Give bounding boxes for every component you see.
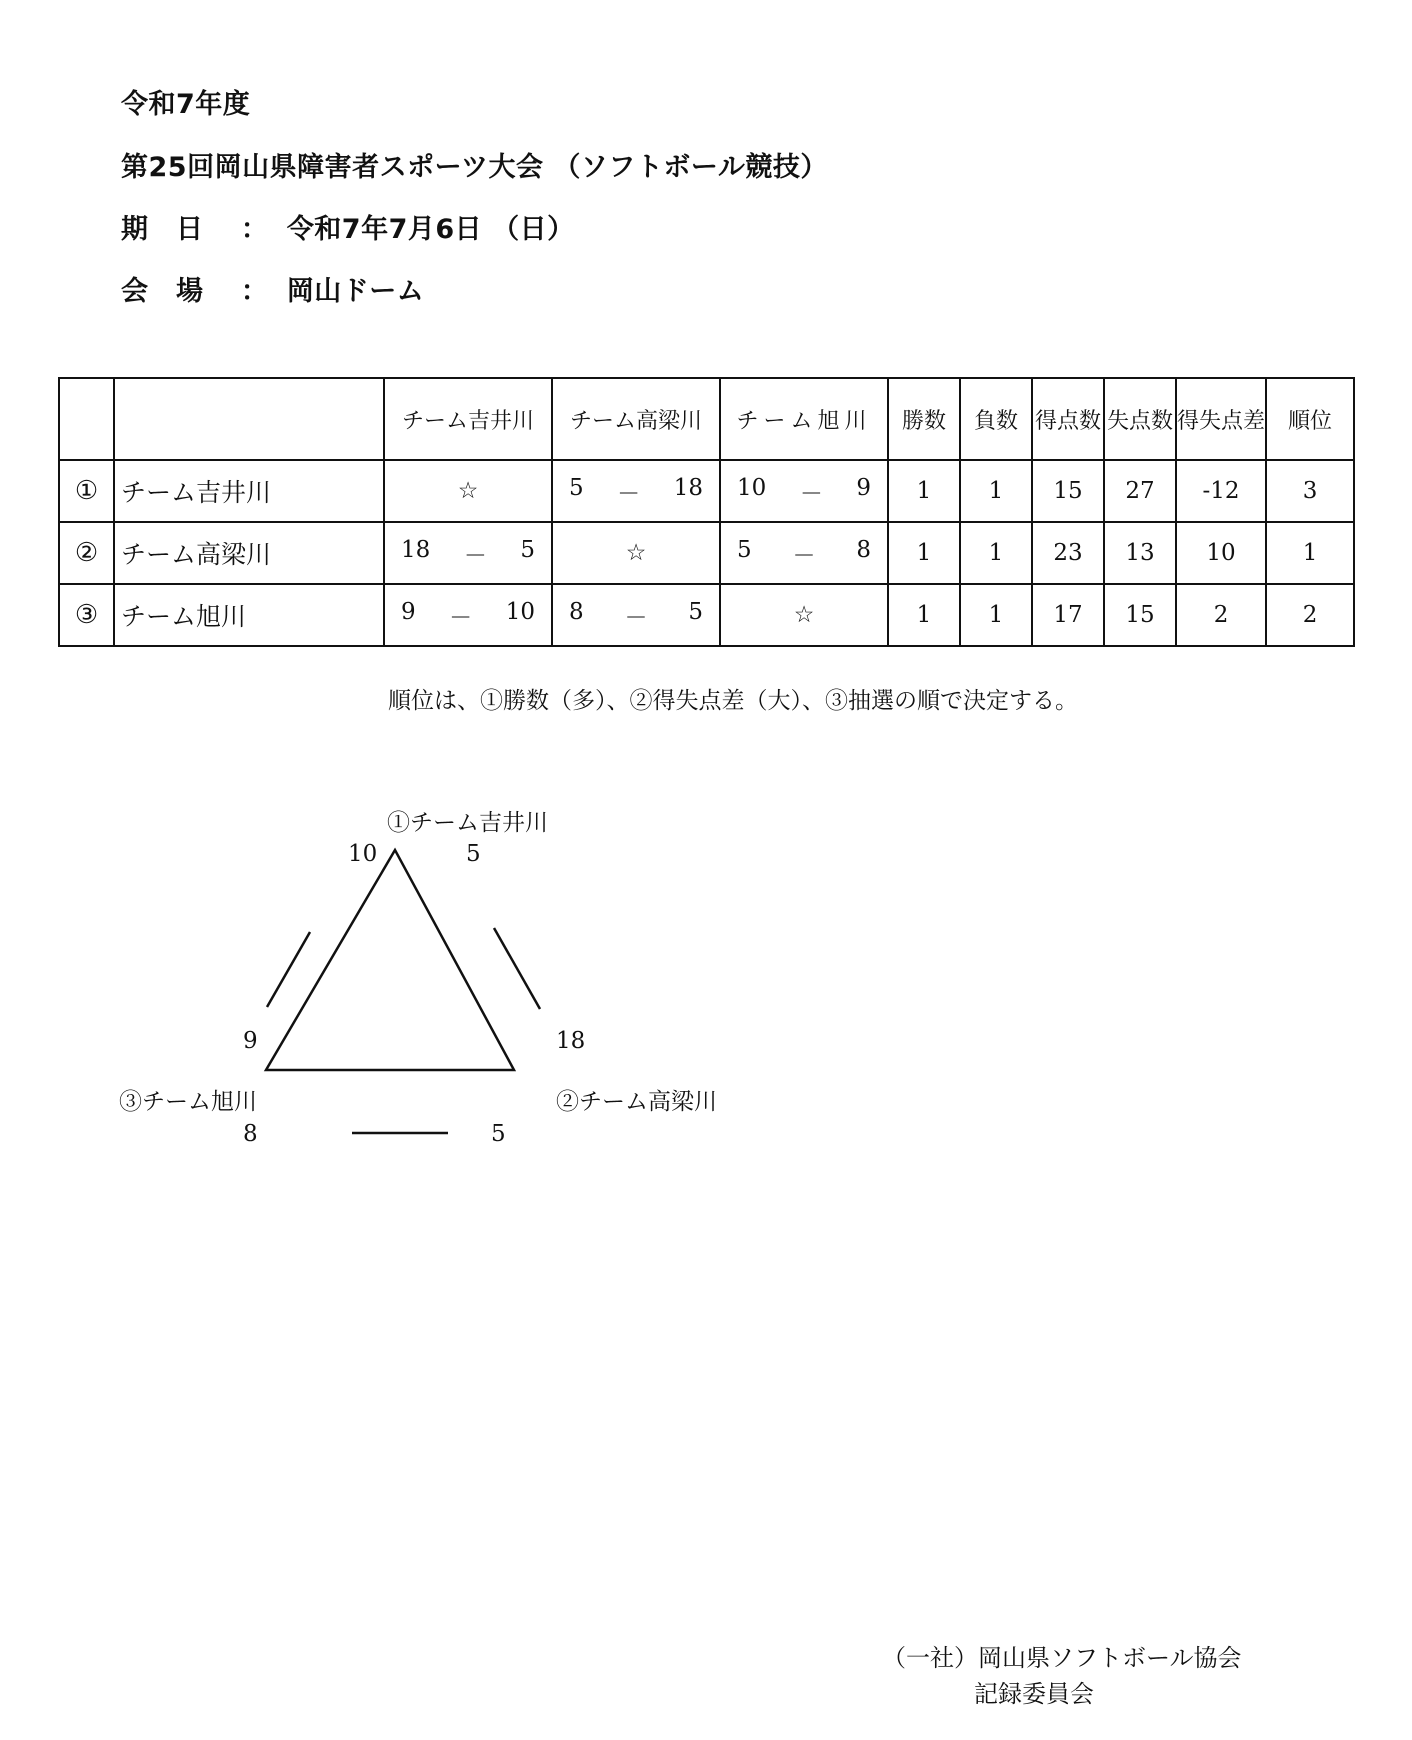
right-score-vs-top: 18 (556, 1028, 586, 1054)
left-team-label: ③チーム旭川 (119, 1089, 257, 1115)
wins-cell: 1 (888, 522, 960, 584)
scored-cell: 15 (1032, 460, 1104, 522)
score-opponent: 10 (505, 598, 535, 625)
header-cell-takahashi: チーム高梁川 (552, 378, 720, 460)
score-opponent: 18 (673, 474, 703, 501)
score-own: 10 (737, 474, 767, 501)
star-icon: ☆ (793, 602, 815, 628)
match-score-cell (384, 522, 552, 584)
table-row (59, 584, 1354, 646)
right-edge-marker (494, 928, 540, 1009)
right-score-vs-left: 5 (491, 1121, 506, 1147)
header-cell-team (114, 378, 384, 460)
wins-cell: 1 (888, 584, 960, 646)
right-team-label: ②チーム高梁川 (556, 1089, 717, 1115)
self-match-cell (720, 584, 888, 646)
header-cell-losses: 負数 (960, 378, 1032, 460)
score-opponent: 9 (856, 474, 871, 501)
conceded-cell: 13 (1104, 522, 1176, 584)
match-score-cell (384, 584, 552, 646)
score-opponent: 8 (856, 536, 871, 563)
conceded-cell: 27 (1104, 460, 1176, 522)
score-own: 8 (569, 598, 584, 625)
losses-cell: 1 (960, 584, 1032, 646)
venue-row (121, 269, 424, 308)
header-cell-conceded: 失点数 (1104, 378, 1176, 460)
top-team-label: ①チーム吉井川 (387, 810, 548, 836)
conceded-cell: 15 (1104, 584, 1176, 646)
score-own: 9 (401, 598, 416, 625)
wins-cell: 1 (888, 460, 960, 522)
date-row (121, 207, 575, 246)
header-cell-wins: 勝数 (888, 378, 960, 460)
diff-cell: 2 (1176, 584, 1266, 646)
scored-cell: 17 (1032, 584, 1104, 646)
star-icon: ☆ (625, 540, 647, 566)
self-match-cell (552, 522, 720, 584)
self-match-cell (384, 460, 552, 522)
date-value: 令和7年7月6日 （日） (286, 214, 575, 245)
rank-cell: 2 (1266, 584, 1354, 646)
venue-colon: ： (240, 276, 269, 307)
score-dash: － (449, 604, 473, 631)
ranking-note: 順位は、①勝数（多）、②得失点差（大）、③抽選の順で決定する。 (388, 688, 1078, 714)
rank-cell: 3 (1266, 460, 1354, 522)
page-title: 第25回岡山県障害者スポーツ大会 （ソフトボール競技） (121, 152, 828, 183)
rank-cell: 1 (1266, 522, 1354, 584)
top-right-score: 5 (466, 841, 481, 867)
table-row (59, 460, 1354, 522)
header-cell-yoshii: チーム吉井川 (384, 378, 552, 460)
team-name: チーム旭川 (114, 584, 384, 646)
footer-line-association: （一社）岡山県ソフトボール協会 (882, 1644, 1242, 1672)
left-score-vs-right: 8 (243, 1121, 258, 1147)
top-left-score: 10 (348, 841, 378, 867)
left-edge-marker (267, 932, 310, 1007)
team-name: チーム高梁川 (114, 522, 384, 584)
table-row (59, 522, 1354, 584)
venue-value: 岡山ドーム (286, 276, 425, 307)
date-label: 期 日 (121, 214, 204, 245)
header-cell-no (59, 378, 114, 460)
score-dash: － (463, 542, 487, 569)
date-colon: ： (240, 214, 269, 245)
match-score-cell (720, 460, 888, 522)
scored-cell: 23 (1032, 522, 1104, 584)
match-score-cell (552, 584, 720, 646)
row-number: ① (59, 460, 114, 522)
row-number: ③ (59, 584, 114, 646)
header-cell-scored: 得点数 (1032, 378, 1104, 460)
triangle-shape (266, 850, 514, 1070)
team-name: チーム吉井川 (114, 460, 384, 522)
score-dash: － (799, 480, 823, 507)
diff-cell: -12 (1176, 460, 1266, 522)
fiscal-year: 令和7年度 (121, 89, 251, 120)
row-number: ② (59, 522, 114, 584)
league-table (58, 377, 1355, 647)
score-opponent: 5 (520, 536, 535, 563)
score-dash: － (624, 604, 648, 631)
losses-cell: 1 (960, 460, 1032, 522)
footer-organization (882, 1640, 1242, 1712)
header-cell-diff: 得失点差 (1176, 378, 1266, 460)
score-own: 5 (737, 536, 752, 563)
table-header-row (59, 378, 1354, 460)
score-opponent: 5 (688, 598, 703, 625)
match-triangle-diagram (0, 790, 800, 1160)
footer-line-committee: 記録委員会 (974, 1680, 1094, 1708)
left-score-vs-top: 9 (243, 1028, 258, 1054)
match-score-cell (552, 460, 720, 522)
score-own: 18 (401, 536, 431, 563)
score-dash: － (792, 542, 816, 569)
star-icon: ☆ (457, 478, 479, 504)
diff-cell: 10 (1176, 522, 1266, 584)
header-cell-rank: 順位 (1266, 378, 1354, 460)
match-score-cell (720, 522, 888, 584)
header-cell-asahi: チーム旭川 (720, 378, 888, 460)
score-dash: － (617, 480, 641, 507)
venue-label: 会 場 (121, 276, 204, 307)
score-own: 5 (569, 474, 584, 501)
losses-cell: 1 (960, 522, 1032, 584)
